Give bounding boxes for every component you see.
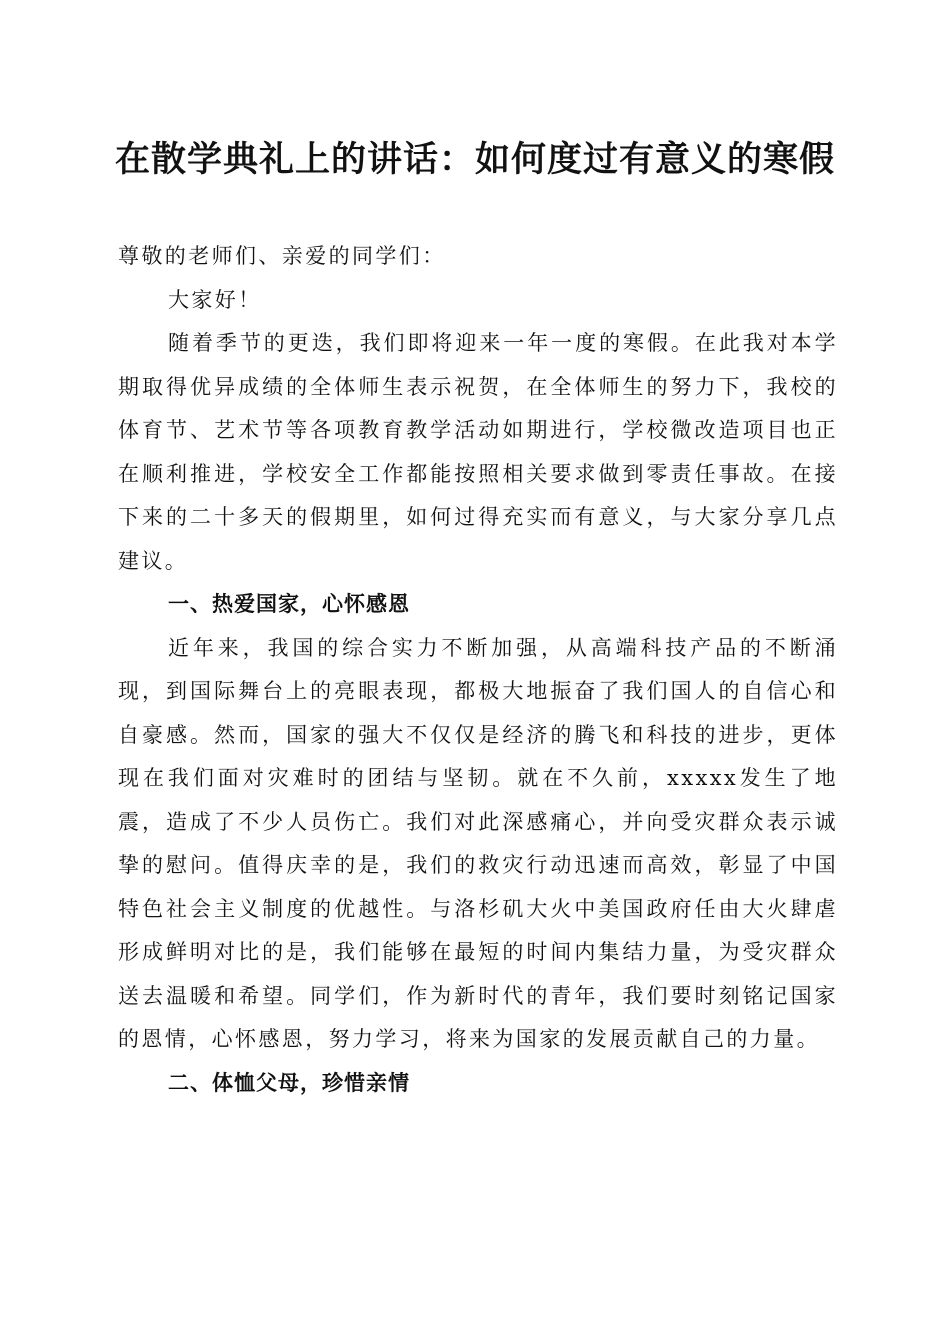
intro-paragraph: 随着季节的更迭，我们即将迎来一年一度的寒假。在此我对本学期取得优异成绩的全体师生表示祝贺，在全体师生的努力下，我校的体育节、艺术节等各项教育教学活动如期进行，学校微改造项目也正在顺利推进，学校安全工作都能按照相关要求做到零责任事故。在接下来的二十多天的假期里，如何过得充实而有意义，与大家分享几点建议。	[118, 331, 838, 573]
section-heading-2: 二、体恤父母，珍惜亲情	[168, 1070, 410, 1095]
section-heading-1: 一、热爱国家，心怀感恩	[168, 592, 410, 616]
salutation: 尊敬的老师们、亲爱的同学们：	[118, 244, 446, 268]
document-body	[118, 235, 838, 1105]
greeting: 大家好！	[168, 287, 262, 312]
section-paragraph-1: 近年来，我国的综合实力不断加强，从高端科技产品的不断涌现，到国际舞台上的亮眼表现，都极大地振奋了我们国人的自信心和自豪感。然而，国家的强大不仅仅是经济的腾飞和科技的进步，更体现在我们面对灾难时的团结与坚韧。就在不久前，xxxxx发生了地震，造成了不少人员伤亡。我们对此深感痛心，并向受灾群众表示诚挚的慰问。值得庆幸的是，我们的救灾行动迅速而高效，彰显了中国特色社会主义制度的优越性。与洛杉矶大火中美国政府任由大火肆虐形成鲜明对比的是，我们能够在最短的时间内集结力量，为受灾群众送去温暖和希望。同学们，作为新时代的青年，我们要时刻铭记国家的恩情，心怀感恩，努力学习，将来为国家的发展贡献自己的力量。	[118, 635, 838, 1051]
document-title: 在散学典礼上的讲话：如何度过有意义的寒假	[114, 139, 835, 180]
